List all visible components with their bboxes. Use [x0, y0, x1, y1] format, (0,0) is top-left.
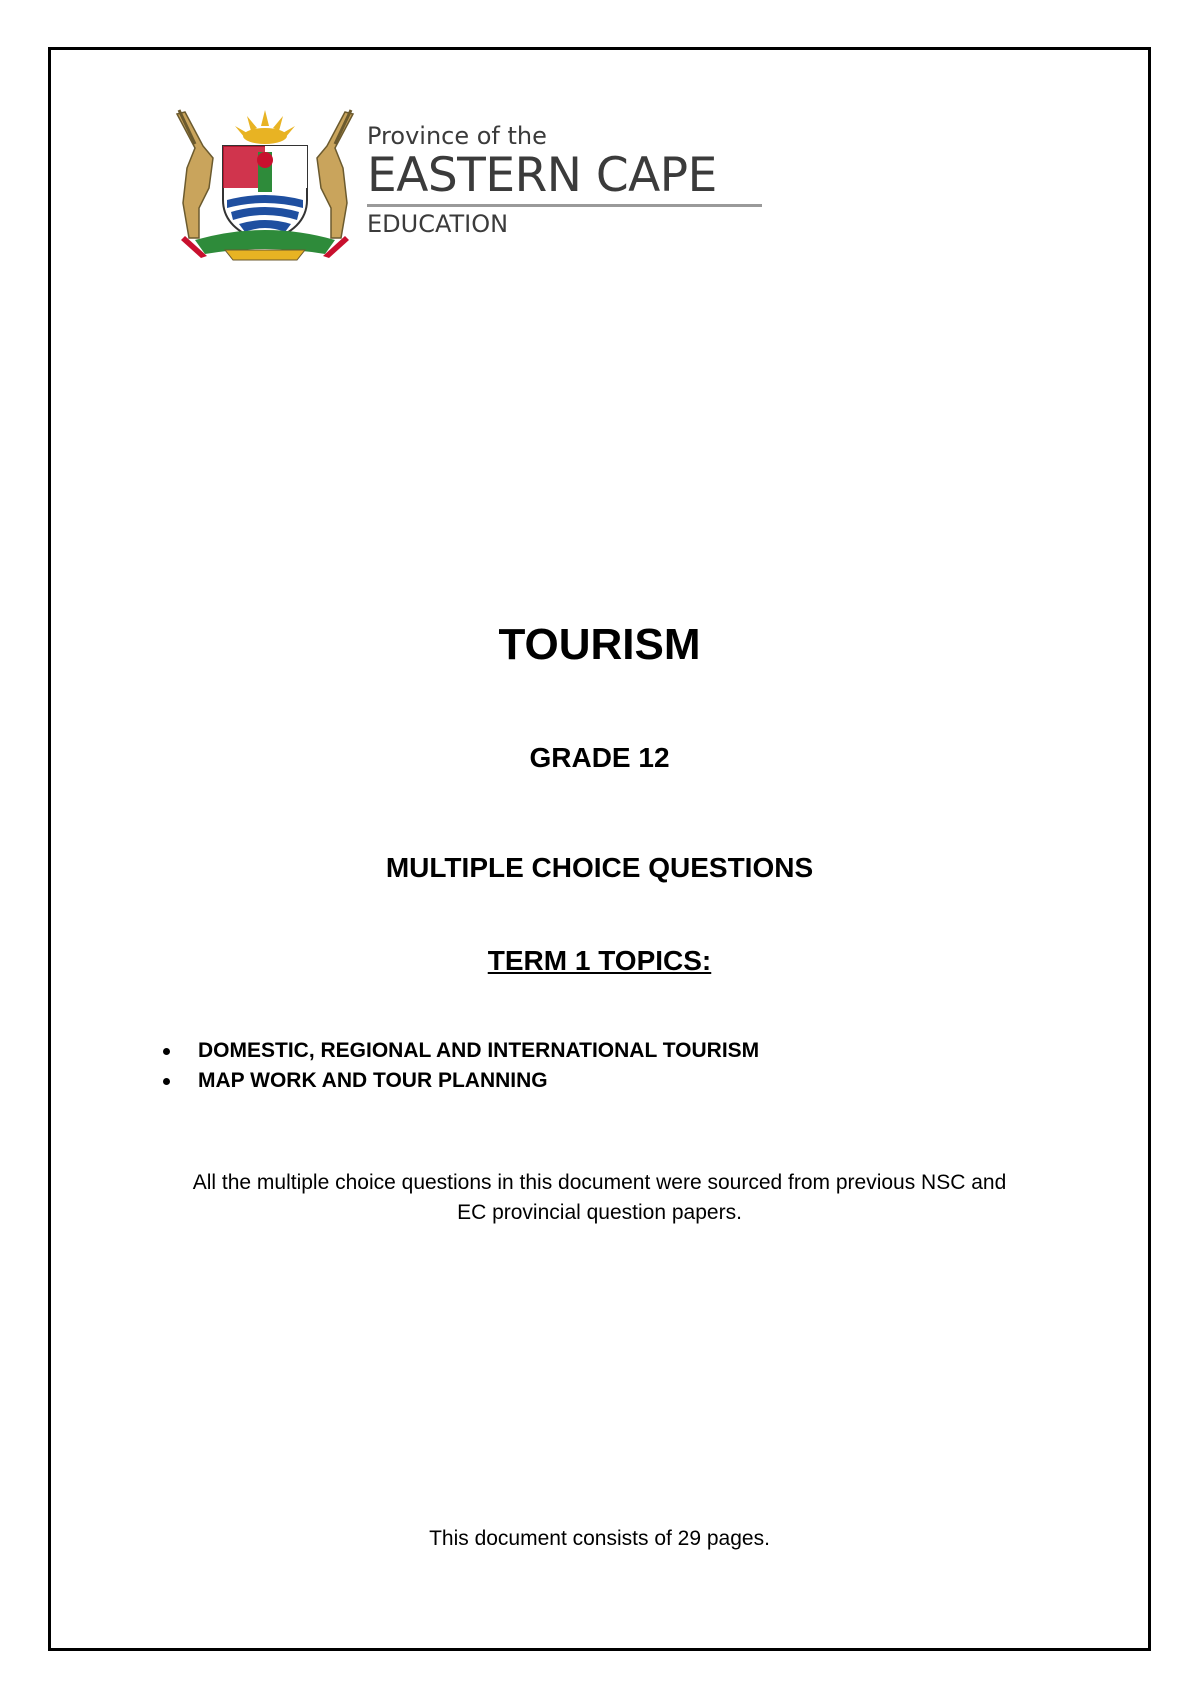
coat-of-arms-icon	[165, 108, 365, 263]
page-border	[48, 47, 1151, 1651]
page-count-note: This document consists of 29 pages.	[429, 1527, 770, 1550]
logo-province-label: Province of the	[367, 122, 547, 150]
source-note-line: EC provincial question papers.	[457, 1201, 742, 1224]
logo-text	[367, 122, 767, 239]
topic-label: MAP WORK AND TOUR PLANNING	[198, 1069, 548, 1092]
bullet-icon	[163, 1078, 170, 1085]
logo-province-name: EASTERN CAPE	[367, 148, 717, 203]
logo-divider	[367, 204, 762, 207]
grade-heading: GRADE 12	[529, 742, 670, 773]
topics-list	[160, 1036, 759, 1096]
list-item	[160, 1066, 759, 1096]
source-note-line: All the multiple choice questions in this document were sourced from previous NSC and	[192, 1171, 1007, 1194]
department-logo	[165, 108, 765, 263]
list-item	[160, 1036, 759, 1066]
term-topics-heading: TERM 1 TOPICS:	[487, 945, 712, 976]
topic-label: DOMESTIC, REGIONAL AND INTERNATIONAL TOURISM	[198, 1039, 760, 1062]
bullet-icon	[163, 1048, 170, 1055]
document-title: TOURISM	[498, 620, 701, 669]
logo-department-name: EDUCATION	[367, 210, 509, 238]
source-note	[48, 1168, 1151, 1228]
document-subtitle: MULTIPLE CHOICE QUESTIONS	[385, 852, 814, 883]
